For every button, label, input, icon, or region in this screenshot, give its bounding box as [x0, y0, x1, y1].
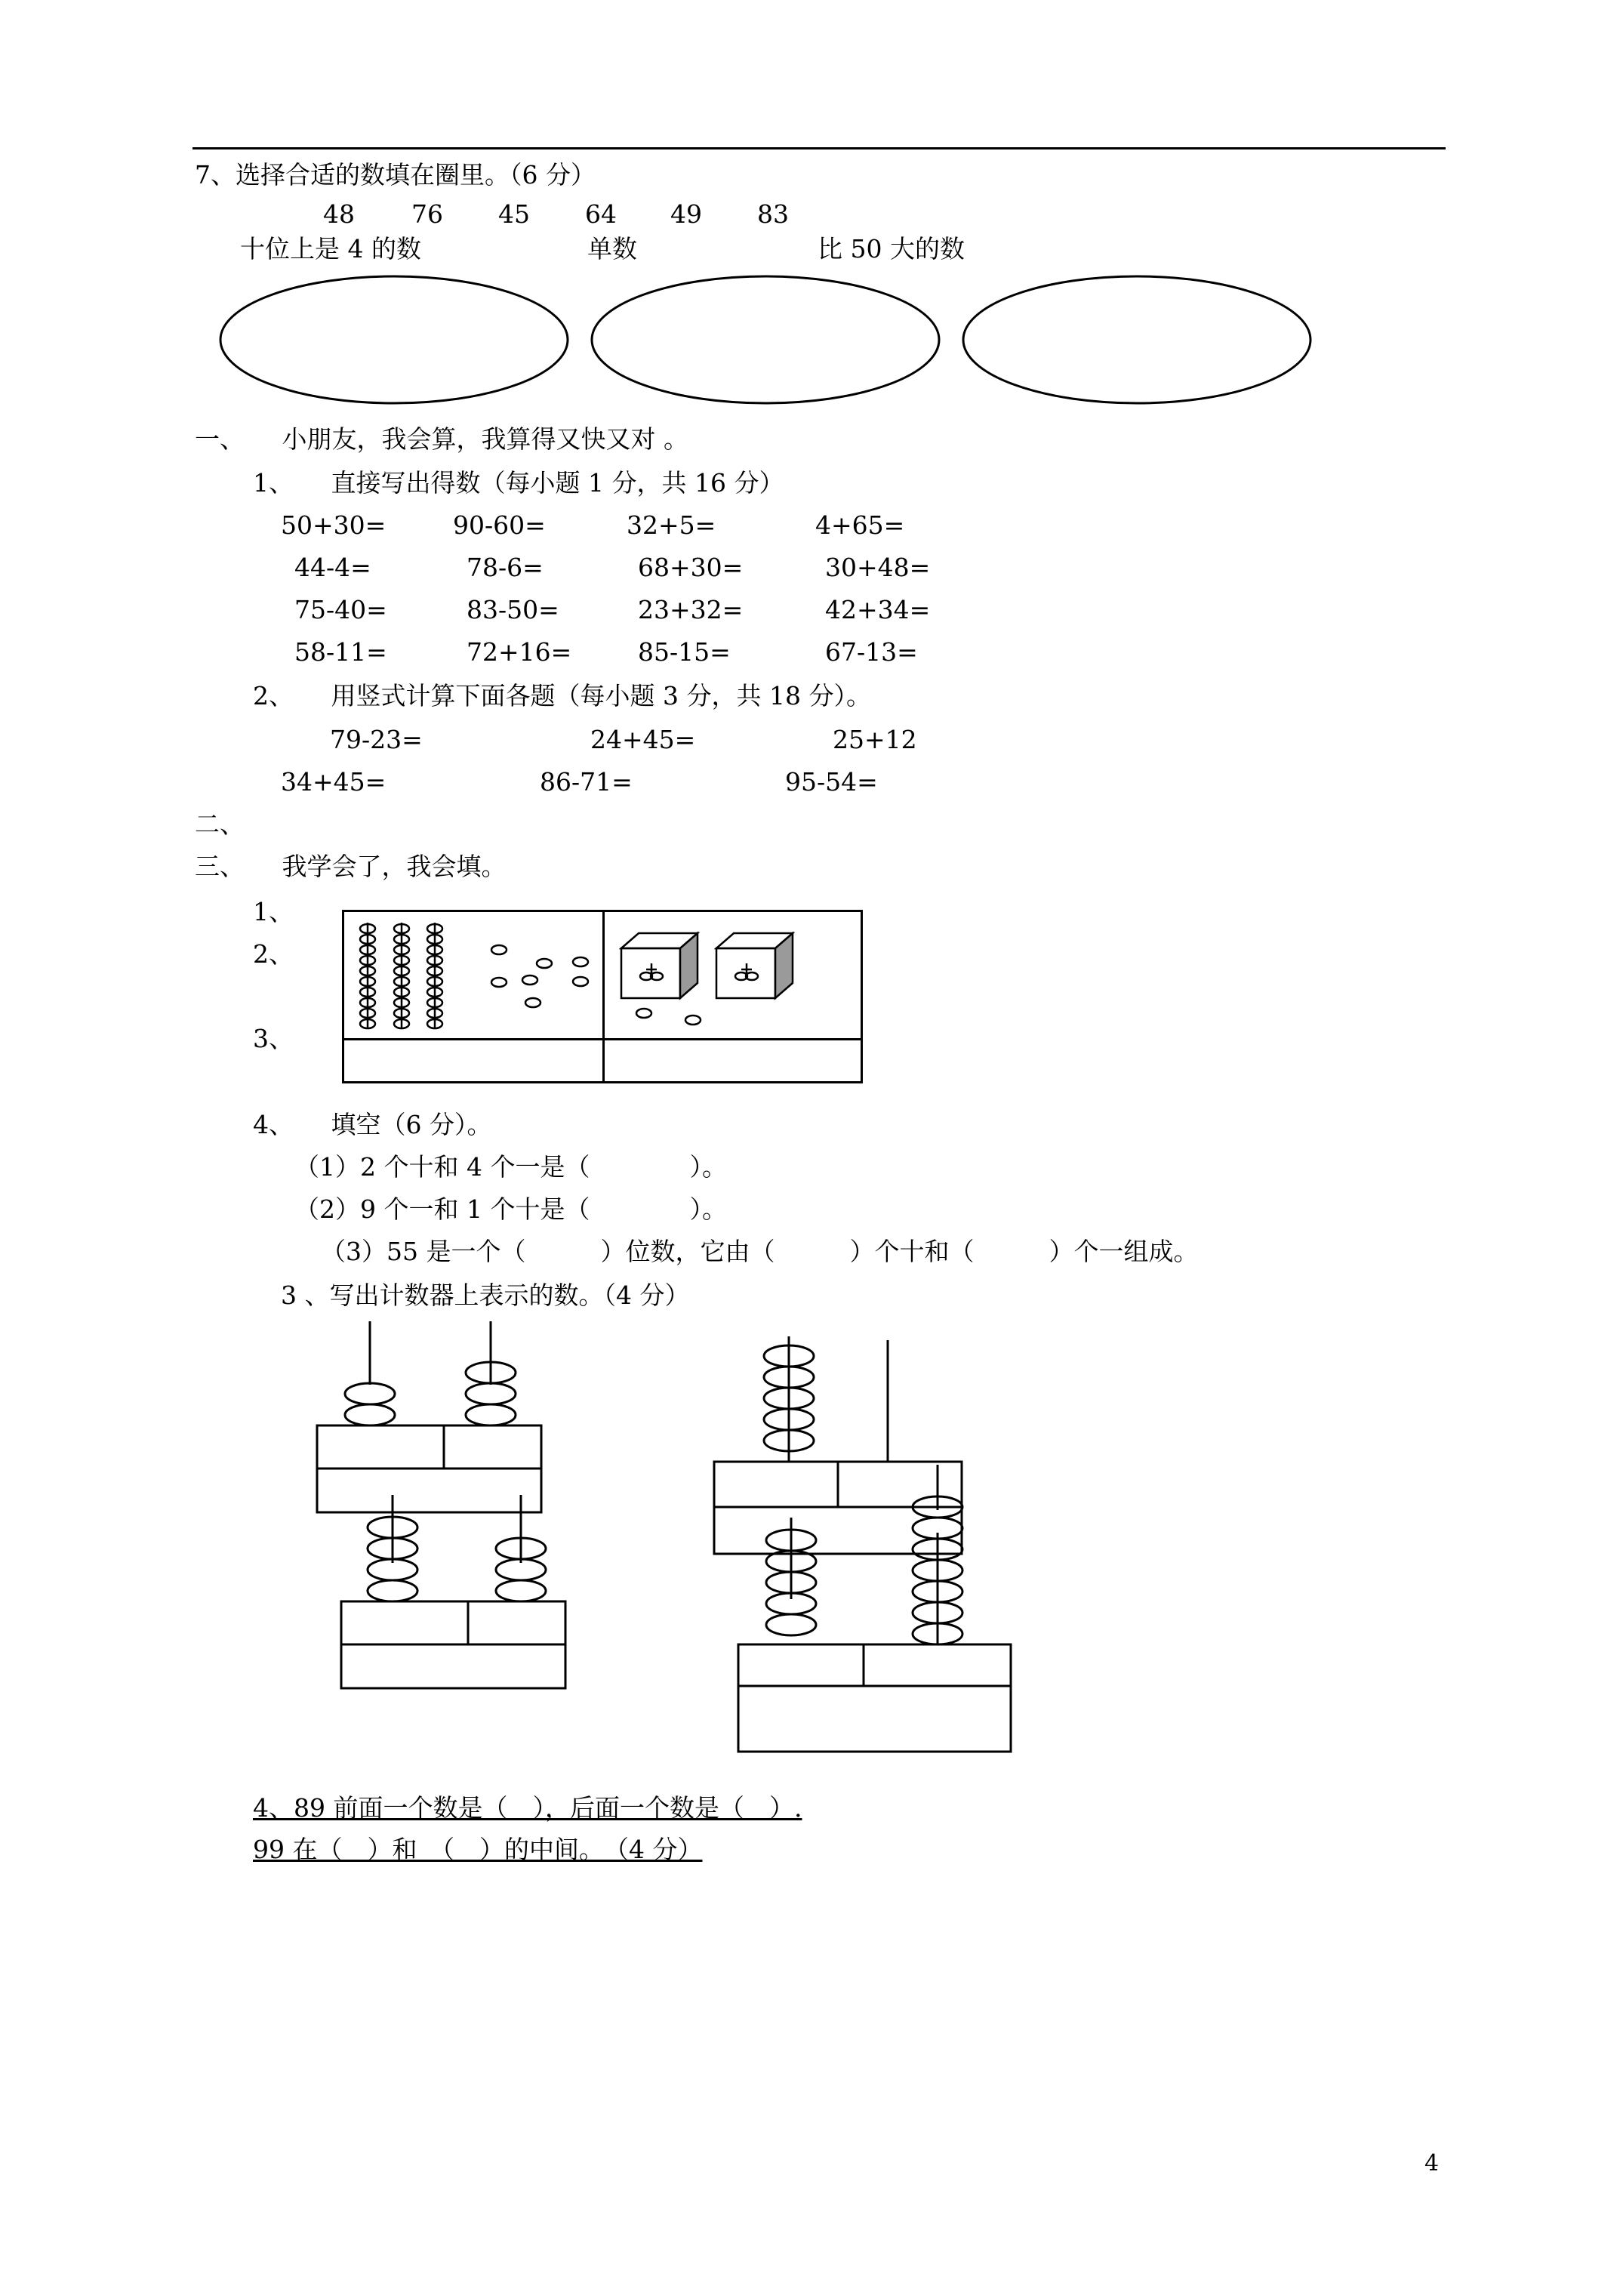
fill-line: （3）55 是一个（ ）位数，它由（ ）个十和（ ）个一组成。	[321, 1237, 1199, 1266]
calc-item: 78-6=	[467, 553, 544, 582]
counting-pictures	[344, 912, 865, 1040]
q7-category: 单数	[587, 234, 637, 264]
q7-title: 7、选择合适的数填在圈里。（6 分）	[195, 160, 596, 190]
q7-category: 比 50 大的数	[818, 234, 965, 264]
fill-line: （2）9 个一和 1 个十是（ ）。	[294, 1194, 727, 1224]
cube-icon	[621, 933, 698, 998]
single-unit-icon	[636, 1009, 701, 1025]
q7-number: 45	[498, 199, 530, 229]
q7-category: 十位上是 4 的数	[240, 234, 421, 264]
neighbors-line-2: 99 在（ ）和 （ ）的中间。 （4 分）	[253, 1835, 703, 1864]
vertical-calc-item: 95-54=	[785, 767, 878, 797]
calc-item: 32+5=	[627, 510, 716, 540]
calc-item: 67-13=	[825, 637, 918, 667]
section3-title: 三、 我学会了，我会填。	[195, 852, 507, 881]
answer-oval	[592, 276, 939, 403]
counting-picture-box	[342, 910, 863, 1083]
calc-item: 50+30=	[281, 510, 387, 540]
abacus-drawings	[302, 1314, 1042, 1767]
q7-number: 64	[585, 199, 617, 229]
section1-sub1: 1、 直接写出得数（每小题 1 分，共 16 分）	[253, 468, 784, 498]
calc-item: 90-60=	[453, 510, 546, 540]
section1-sub2: 2、 用竖式计算下面各题（每小题 3 分，共 18 分）。	[253, 681, 871, 710]
section1-title: 一、 小朋友，我会算，我算得又快又对 。	[195, 424, 688, 454]
cube-icon	[716, 933, 793, 998]
section2-label: 二、	[195, 809, 245, 839]
section3-item: 3、	[253, 1024, 294, 1053]
vertical-calc-item: 79-23=	[330, 725, 423, 754]
vertical-calc-item: 86-71=	[540, 767, 633, 797]
calc-item: 44-4=	[294, 553, 371, 582]
single-unit-icon	[491, 945, 588, 1007]
top-rule	[192, 147, 1446, 149]
calc-item: 4+65=	[815, 510, 905, 540]
bundle-of-ten-icon	[360, 923, 375, 1028]
vertical-calc-item: 34+45=	[281, 767, 387, 797]
calc-item: 72+16=	[467, 637, 572, 667]
answer-oval	[963, 276, 1310, 403]
abacus-counter	[317, 1321, 541, 1512]
abacus-counter	[341, 1495, 565, 1688]
answer-ovals	[215, 272, 1317, 408]
calc-item: 85-15=	[638, 637, 731, 667]
q7-number: 48	[323, 199, 355, 229]
answer-oval	[220, 276, 568, 403]
counter-title: 3 、写出计数器上表示的数。（4 分）	[281, 1281, 690, 1310]
vertical-calc-item: 24+45=	[590, 725, 696, 754]
calc-item: 58-11=	[294, 637, 387, 667]
q7-number: 49	[670, 199, 702, 229]
calc-item: 42+34=	[825, 595, 931, 624]
calc-item: 68+30=	[638, 553, 744, 582]
bundle-of-ten-icon	[394, 923, 409, 1028]
bundle-of-ten-icon	[427, 923, 442, 1028]
page-number: 4	[1424, 2150, 1440, 2177]
section3-item: 1、	[253, 897, 294, 926]
q7-number: 83	[757, 199, 789, 229]
abacus-counter	[714, 1336, 962, 1554]
calc-item: 23+32=	[638, 595, 744, 624]
calc-item: 30+48=	[825, 553, 931, 582]
vertical-calc-item: 25+12	[833, 725, 917, 754]
neighbors-line-1: 4、89 前面一个数是（ ），后面一个数是（ ）.	[253, 1793, 802, 1823]
calc-item: 75-40=	[294, 595, 387, 624]
section3-item: 2、	[253, 939, 294, 969]
calc-item: 83-50=	[467, 595, 559, 624]
q7-number: 76	[411, 199, 443, 229]
fill-line: （1）2 个十和 4 个一是（ ）。	[294, 1152, 727, 1182]
fill-title: 4、 填空（6 分）。	[253, 1110, 492, 1139]
